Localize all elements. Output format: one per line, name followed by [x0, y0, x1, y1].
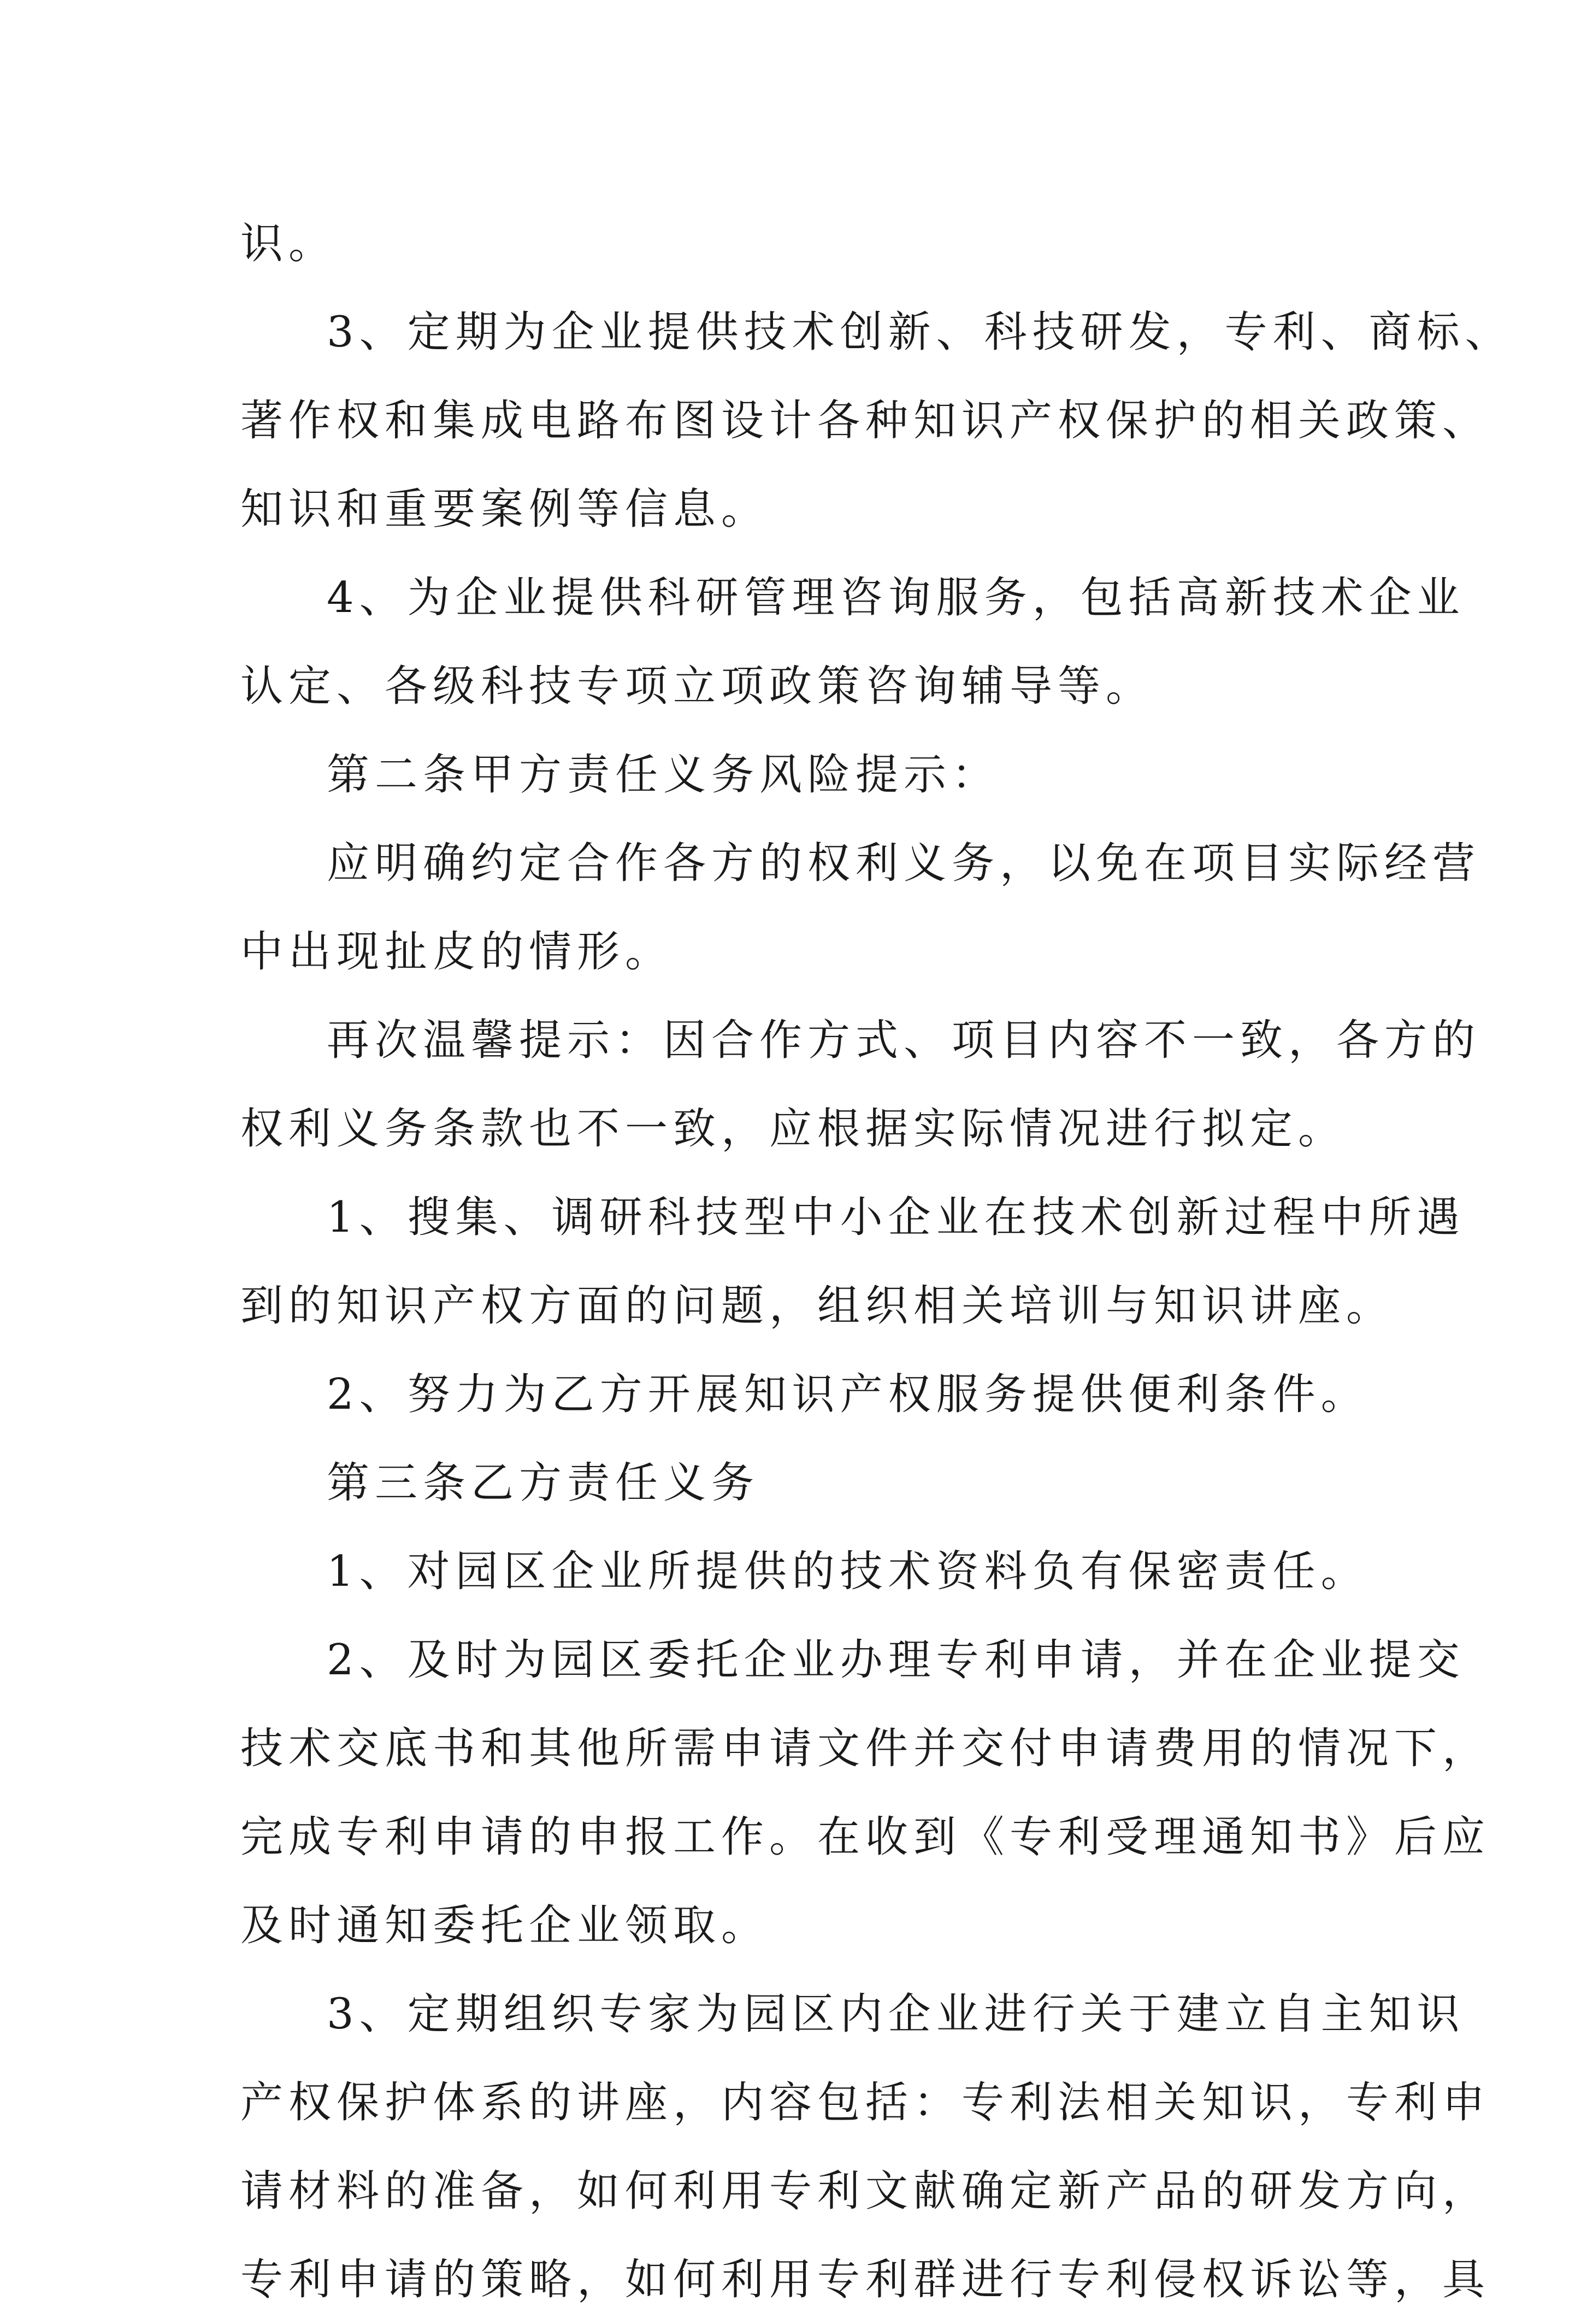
text-line: 完成专利申请的申报工作。在收到《专利受理通知书》后应	[240, 1813, 1491, 1862]
text-line: 1、对园区企业所提供的技术资料负有保密责任。	[327, 1547, 1369, 1596]
text-line: 3、定期组织专家为园区内企业进行关于建立自主知识	[327, 1990, 1465, 2039]
text-line: 1、搜集、调研科技型中小企业在技术创新过程中所遇	[327, 1193, 1465, 1242]
text-line: 知识和重要案例等信息。	[240, 485, 770, 534]
text-line: 应明确约定合作各方的权利义务，以免在项目实际经营	[327, 839, 1481, 888]
text-line: 专利申请的策略，如何利用专利群进行专利侵权诉讼等，具	[240, 2255, 1491, 2304]
text-line: 及时通知委托企业领取。	[240, 1901, 770, 1950]
text-line: 技术交底书和其他所需申请文件并交付申请费用的情况下，	[240, 1724, 1491, 1773]
section-heading: 第二条甲方责任义务风险提示：	[327, 750, 1000, 799]
text-line: 4、为企业提供科研管理咨询服务，包括高新技术企业	[327, 573, 1465, 622]
text-line: 著作权和集成电路布图设计各种知识产权保护的相关政策、	[240, 396, 1491, 445]
text-line: 产权保护体系的讲座，内容包括：专利法相关知识，专利申	[240, 2078, 1491, 2127]
text-line: 再次温馨提示：因合作方式、项目内容不一致，各方的	[327, 1016, 1481, 1065]
text-line: 到的知识产权方面的问题，组织相关培训与知识讲座。	[240, 1281, 1395, 1331]
text-line: 2、及时为园区委托企业办理专利申请，并在企业提交	[327, 1635, 1465, 1685]
text-line: 请材料的准备，如何利用专利文献确定新产品的研发方向，	[240, 2167, 1491, 2216]
text-line: 3、定期为企业提供技术创新、科技研发，专利、商标、	[327, 308, 1513, 357]
text-line: 2、努力为乙方开展知识产权服务提供便利条件。	[327, 1370, 1369, 1419]
text-line: 识。	[240, 219, 337, 268]
text-line: 认定、各级科技专项立项政策咨询辅导等。	[240, 662, 1154, 711]
section-heading: 第三条乙方责任义务	[327, 1458, 760, 1508]
text-line: 权利义务条款也不一致，应根据实际情况进行拟定。	[240, 1104, 1347, 1154]
text-line: 中出现扯皮的情形。	[240, 927, 674, 976]
document-body	[240, 199, 1513, 2324]
